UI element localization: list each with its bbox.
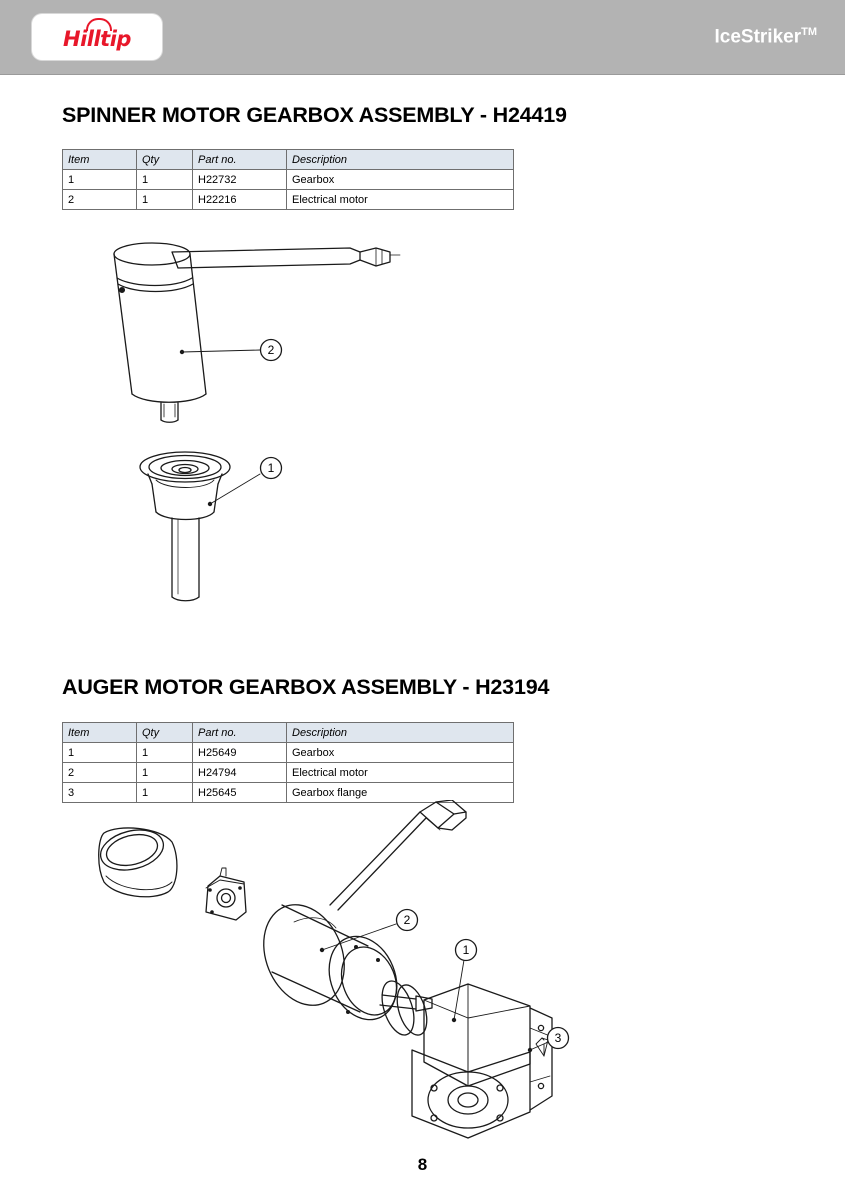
callout-label-2: 2 xyxy=(267,343,275,357)
cell-qty: 1 xyxy=(137,783,193,803)
cell-qty: 1 xyxy=(137,743,193,763)
column-header-qty: Qty xyxy=(137,723,193,743)
cell-qty: 1 xyxy=(137,763,193,783)
table-row xyxy=(63,190,514,210)
cell-qty: 1 xyxy=(137,170,193,190)
hilltip-logo xyxy=(32,14,162,60)
table-header-row xyxy=(63,150,514,170)
cell-description: Gearbox flange xyxy=(287,783,514,803)
column-header-part-no: Part no. xyxy=(193,150,287,170)
brand-trademark: TM xyxy=(801,26,817,38)
cell-qty: 1 xyxy=(137,190,193,210)
callout-label-1: 1 xyxy=(267,461,275,475)
column-header-item: Item xyxy=(63,150,137,170)
column-header-item: Item xyxy=(63,723,137,743)
section-title-spinner: SPINNER MOTOR GEARBOX ASSEMBLY - H24419 xyxy=(62,103,567,127)
brand-name: IceStriker xyxy=(714,26,802,48)
auger-motor-gearbox-drawing xyxy=(60,800,620,1140)
cell-part-no: H22732 xyxy=(193,170,287,190)
column-header-part-no: Part no. xyxy=(193,723,287,743)
page-number: 8 xyxy=(417,1155,428,1174)
column-header-description: Description xyxy=(287,150,514,170)
cell-item: 2 xyxy=(63,190,137,210)
spinner-motor-gearbox-drawing xyxy=(60,222,480,642)
callout-label-2: 2 xyxy=(403,913,411,927)
product-brand xyxy=(714,26,817,48)
cell-item: 2 xyxy=(63,763,137,783)
table-row xyxy=(63,763,514,783)
page-header xyxy=(0,0,845,75)
column-header-description: Description xyxy=(287,723,514,743)
motor-top-ellipse xyxy=(114,243,190,265)
logo-text: Hilltip xyxy=(63,27,131,51)
cell-part-no: H24794 xyxy=(193,763,287,783)
cell-part-no: H25645 xyxy=(193,783,287,803)
cell-part-no: H25649 xyxy=(193,743,287,763)
cell-description: Gearbox xyxy=(287,743,514,763)
callout-label-1: 1 xyxy=(462,943,470,957)
cell-item: 3 xyxy=(63,783,137,803)
parts-table-spinner xyxy=(62,149,514,210)
cell-part-no: H22216 xyxy=(193,190,287,210)
parts-table-auger xyxy=(62,722,514,803)
cell-description: Electrical motor xyxy=(287,763,514,783)
section-title-auger: AUGER MOTOR GEARBOX ASSEMBLY - H23194 xyxy=(62,675,550,699)
table-row xyxy=(63,743,514,763)
cell-description: Electrical motor xyxy=(287,190,514,210)
cell-item: 1 xyxy=(63,170,137,190)
cell-item: 1 xyxy=(63,743,137,763)
column-header-qty: Qty xyxy=(137,150,193,170)
table-header-row xyxy=(63,723,514,743)
table-row xyxy=(63,170,514,190)
callout-label-3: 3 xyxy=(554,1031,562,1045)
cell-description: Gearbox xyxy=(287,170,514,190)
